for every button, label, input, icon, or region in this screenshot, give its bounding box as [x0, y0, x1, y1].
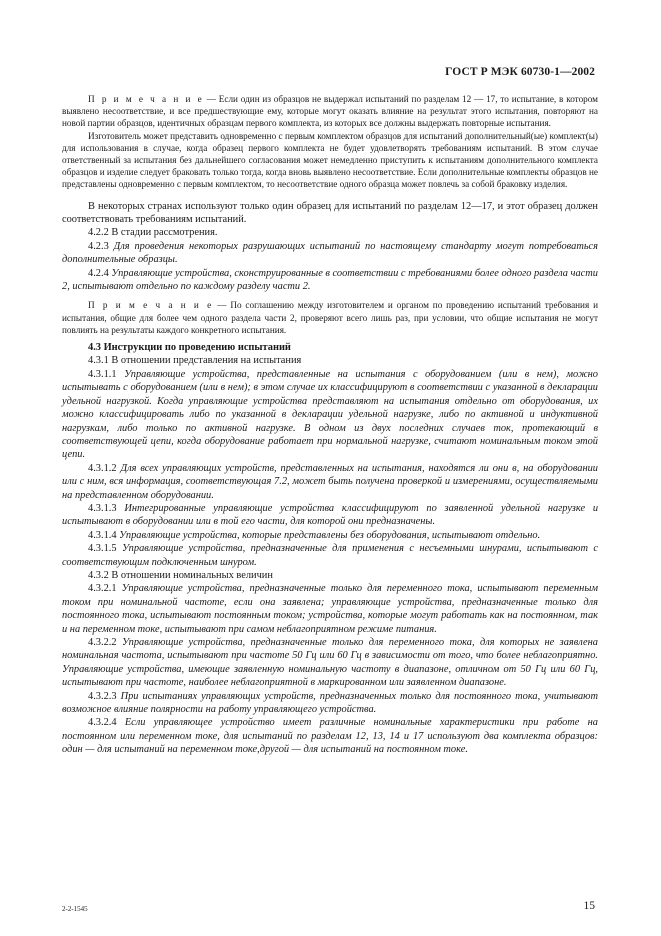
- note-2-text: — По соглашению между изготовителем и органом по проведению испытаний требования и испытания, общие для более чем одного раздела части 2, проверяют всего лишь раз, при условии, что общие испытания не могут повлиять на результаты каждого конкретного испытания.: [62, 300, 598, 335]
- clause-4-2-4-text: Управляющие устройства, сконструированные в соответствии с требованиями более одного раздела части 2, испытывают отдельно по каждому разделу части 2.: [62, 267, 598, 293]
- clause-4-3-1-3-text: Интегрированные управляющие устройства классифицируют по заявленной удельной нагрузке и испытывают в оборудовании или в той его части, для которой они предназначены.: [62, 502, 599, 528]
- clause-4-3-1-2-number: 4.3.1.2: [88, 462, 121, 474]
- clause-4-3-1-1: [62, 368, 598, 462]
- clause-4-3-2-3: [62, 690, 598, 717]
- clause-4-3-1-5-text: Управляющие устройства, предназначенные для применения с несъемными шнурами, испытывают с соответствующим подключенным шнуром.: [62, 543, 598, 568]
- clause-4-3-2-2-text: Управляющие устройства, предназначенные только для переменного тока, для которых не заявлена номинальная частота, испытывают при частоте 50 Гц или 60 Гц в зависимости от того, что более неблагоприятно. Управляющие устройства, имеющие заявленную номинальную частоту в диапазоне, отличном от 50 Гц или 60 Гц, испытывают при частоте, наиболее неблагоприятной в маркированном или заявленном диапазоне.: [62, 637, 598, 689]
- clause-4-2-3-text: Для проведения некоторых разрушающих испытаний по настоящему стандарту могут потребоваться дополнительные образцы.: [62, 240, 598, 266]
- clause-4-3-1-5-number: 4.3.1.5: [88, 543, 122, 555]
- clause-4-3-1-2: [62, 462, 598, 502]
- paragraph-countries: В некоторых странах используют только один образец для испытаний по разделам 12—17, и этот образец должен соответствовать требованиям испытаний.: [62, 200, 598, 226]
- clause-4-3-1: 4.3.1 В отношении представления на испытания: [88, 355, 302, 367]
- clause-4-3-2-2: [62, 636, 598, 690]
- clause-4-3-1-1-text: Управляющие устройства, представленные на испытания с оборудованием (или в нем), можно испытывать с оборудованием (или в нем); в этом случае их классифицируют в соответствии с указанной в декларации удельной нагрузкой. Когда управляющие устройства представляют на испытания отдельно от оборудования, их можно классифицировать либо по указанной в декларации удельной нагрузке, либо по активной и индуктивной нагрузкам, либо только по активной нагрузке. В одном из двух последних случаев ток, протекающий в соответствующей цепи, когда оборудование работает при нормальной нагрузке, считают номинальным током этой цепи.: [62, 368, 599, 461]
- page-number: 15: [583, 900, 595, 912]
- clause-4-3-2-3-text: При испытаниях управляющих устройств, предназначенных только для постоянного тока, учитывают возможное влияние полярности на работу управляющего устройства.: [62, 690, 598, 716]
- note-2: [62, 299, 598, 336]
- clause-4-2-3: [62, 240, 598, 267]
- page-content: [62, 93, 598, 757]
- section-heading-4-3: 4.3 Инструкции по проведению испытаний: [88, 342, 291, 354]
- clause-4-3-2-3-number: 4.3.2.3: [88, 690, 121, 702]
- clause-4-3-1-2-text: Для всех управляющих устройств, представленных на испытания, находятся ли они в, на оборудовании или с ним, вся информация, соответствующая 7.2, может быть получена проверкой и измерениями, осуществляемыми на представленном оборудовании.: [62, 462, 598, 501]
- clause-4-3-2-1: [62, 582, 598, 636]
- clause-4-2-3-number: 4.2.3: [88, 240, 114, 252]
- clause-4-3-1-4-text: Управляющие устройства, которые представлены без оборудования, испытывают отдельно.: [119, 529, 541, 541]
- clause-4-2-2: 4.2.2 В стадии рассмотрения.: [88, 227, 218, 239]
- clause-4-3-2-2-number: 4.3.2.2: [88, 637, 122, 649]
- clause-4-3-2-4-number: 4.3.2.4: [88, 717, 125, 729]
- print-code: 2-2-1545: [62, 905, 88, 913]
- note-1-label: П р и м е ч а н и е: [88, 94, 204, 104]
- note-2-label: П р и м е ч а н и е: [88, 300, 214, 311]
- clause-4-3-2-1-number: 4.3.2.1: [88, 583, 122, 595]
- note-1-text: — Если один из образцов не выдержал испытаний по разделам 12 — 17, то испытание, в котором выявлено несоответствие, и все предшествующие ему, которые могут оказать влияние на результат этого испытания, повторяют на новой партии образцов, идентичных образцам первого комплекта, из которых все должны выдержать повторные испытания.: [62, 94, 598, 129]
- clause-4-3-2-4-text: Если управляющее устройство имеет различные номинальные характеристики при работе на постоянном или переменном токе, для испытаний по разделам 12, 13, 14 и 17 используют два комплекта образцов: один — для испытаний на переменном токе,другой — для испытаний на постоянном токе.: [62, 717, 598, 756]
- clause-4-2-4: [62, 267, 598, 294]
- clause-4-3-1-3: [62, 502, 598, 529]
- clause-4-3-1-1-number: 4.3.1.1: [88, 368, 125, 380]
- clause-4-3-2: 4.3.2 В отношении номинальных величин: [88, 569, 273, 581]
- clause-4-3-1-4-number: 4.3.1.4: [88, 529, 120, 541]
- clause-4-3-2-1-text: Управляющие устройства, предназначенные только для переменного тока, испытывают переменным током при номинальной частоте, если она заявлена; управляющие устройства, предназначенные только для постоянного тока, испытывают постоянным током; устройства, которые могут работать как на постоянном, так и на переменном токе, испытывают при самом неблагоприятном режиме питания.: [62, 583, 599, 635]
- clause-4-3-2-4: [62, 716, 598, 756]
- clause-4-2-4-number: 4.2.4: [88, 267, 112, 279]
- standard-header: ГОСТ Р МЭК 60730-1—2002: [445, 66, 595, 78]
- clause-4-3-1-5: [62, 542, 598, 569]
- clause-4-3-1-4: [62, 529, 598, 542]
- clause-4-3-1-3-number: 4.3.1.3: [88, 502, 125, 514]
- note-1: [62, 93, 598, 130]
- note-1-paragraph-2: Изготовитель может представить одновременно с первым комплектом образцов для испытаний дополнительный(ые) комплект(ы) для использования в случае, когда образец первого комплекта не будет удовлетворять требованиям испытаний. В этом случае ответственный за испытания без дальнейшего согласования может немедленно приступить к испытаниям дополнительного комплекта образцов и изделие следует браковать только тогда, когда вновь выявлено несоответствие. Если дополнительные комплекты образцов не представлены одновременно с первым комплектом, то несоответствие одного образца может повлечь за собой браковку изделия.: [62, 130, 598, 190]
